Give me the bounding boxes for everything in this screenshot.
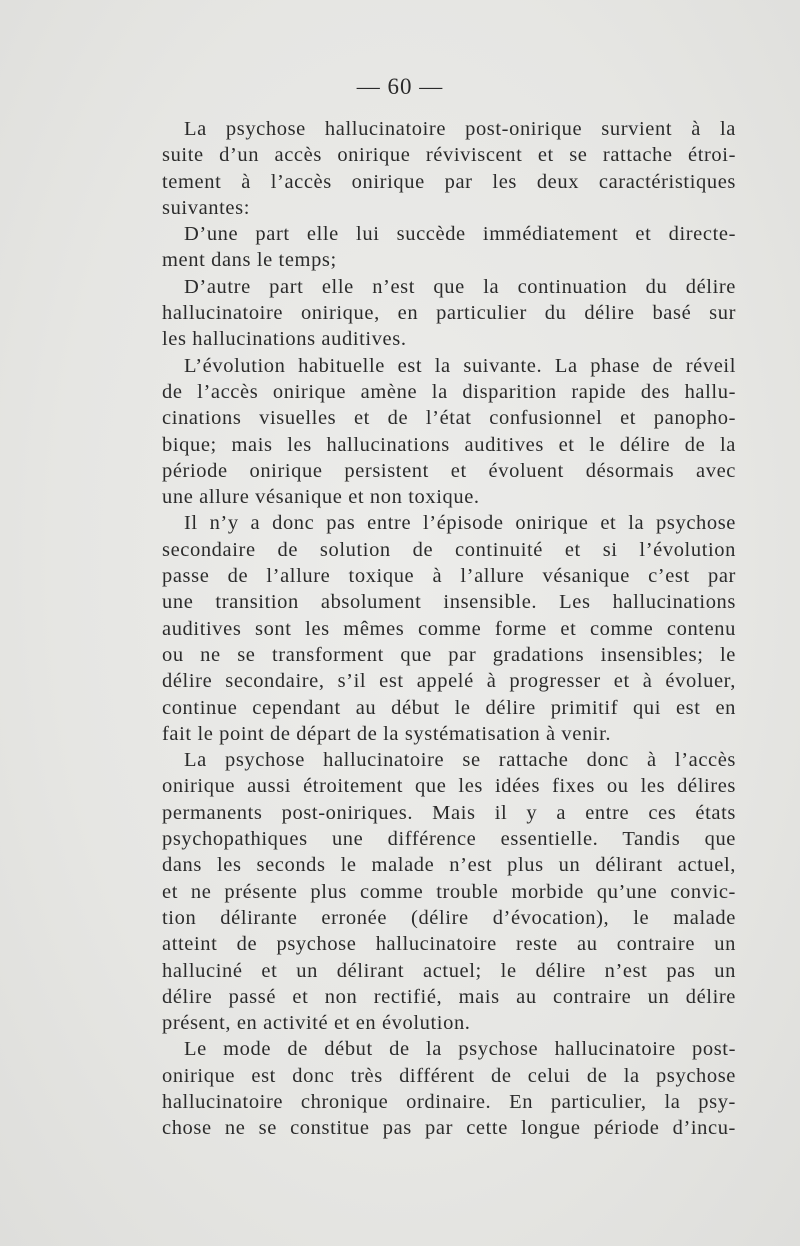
text-line: ment dans le temps; (162, 249, 337, 272)
text-line: hallucinatoire chronique ordinaire. En particulier, la psy- (162, 1090, 736, 1113)
text-line: D’une part elle lui succède immédiatement et directe- (184, 223, 736, 246)
text-line: onirique aussi étroitement que les idées fixes ou les délires (162, 775, 736, 798)
text-line: psychopathiques une différence essentielle. Tandis que (162, 828, 736, 851)
text-line: de l’accès onirique amène la disparition rapide des hallu- (162, 380, 736, 403)
text-line: cinations visuelles et de l’état confusionnel et panopho- (162, 407, 736, 430)
text-line: L’évolution habituelle est la suivante. La phase de réveil (184, 354, 736, 377)
text-line: période onirique persistent et évoluent désormais avec (162, 459, 736, 482)
text-line: hallucinatoire onirique, en particulier du délire basé sur (162, 302, 736, 325)
text-line: suite d’un accès onirique réviviscent et se rattache étroi- (162, 144, 736, 167)
page-number: — 60 — (356, 74, 444, 99)
text-line: La psychose hallucinatoire post-onirique survient à la (184, 118, 736, 140)
body-text (162, 116, 736, 1142)
text-line: halluciné et un délirant actuel; le délire n’est pas un (162, 959, 736, 982)
text-line: dans les seconds le malade n’est plus un délirant actuel, (162, 854, 736, 877)
text-line: tement à l’accès onirique par les deux caractéristiques (162, 170, 736, 193)
text-line: présent, en activité et en évolution. (162, 1012, 471, 1035)
text-line: atteint de psychose hallucinatoire reste au contraire un (162, 933, 736, 956)
text-line: tion délirante erronée (délire d’évocation), le malade (162, 906, 736, 929)
text-line: Le mode de début de la psychose hallucinatoire post- (184, 1038, 736, 1061)
text-line: une transition absolument insensible. Les hallucinations (162, 591, 736, 614)
text-line: une allure vésanique et non toxique. (162, 486, 480, 509)
text-line: les hallucinations auditives. (162, 328, 407, 351)
text-line: délire passé et non rectifié, mais au contraire un délire (162, 985, 736, 1008)
text-line: fait le point de départ de la systématisation à venir. (162, 722, 612, 745)
text-line: et ne présente plus comme trouble morbide qu’une convic- (162, 880, 736, 903)
text-line: onirique est donc très différent de celui de la psychose (162, 1064, 736, 1087)
text-line: délire secondaire, s’il est appelé à progresser et à évoluer, (162, 670, 736, 693)
text-line: La psychose hallucinatoire se rattache donc à l’accès (184, 749, 736, 772)
text-line: Il n’y a donc pas entre l’épisode onirique et la psychose (184, 512, 736, 535)
text-line: passe de l’allure toxique à l’allure vésanique c’est par (162, 565, 736, 588)
text-line: continue cependant au début le délire primitif qui est en (162, 696, 736, 719)
text-line: ou ne se transforment que par gradations insensibles; le (162, 643, 736, 666)
text-line: D’autre part elle n’est que la continuation du délire (184, 275, 736, 298)
text-line: chose ne se constitue pas par cette longue période d’incu- (162, 1117, 736, 1140)
text-line: auditives sont les mêmes comme forme et comme contenu (162, 617, 736, 640)
text-line: permanents post-oniriques. Mais il y a entre ces états (162, 801, 736, 824)
text-line: secondaire de solution de continuité et si l’évolution (162, 538, 736, 561)
text-line: suivantes: (162, 196, 250, 219)
text-line: bique; mais les hallucinations auditives et le délire de la (162, 433, 736, 456)
